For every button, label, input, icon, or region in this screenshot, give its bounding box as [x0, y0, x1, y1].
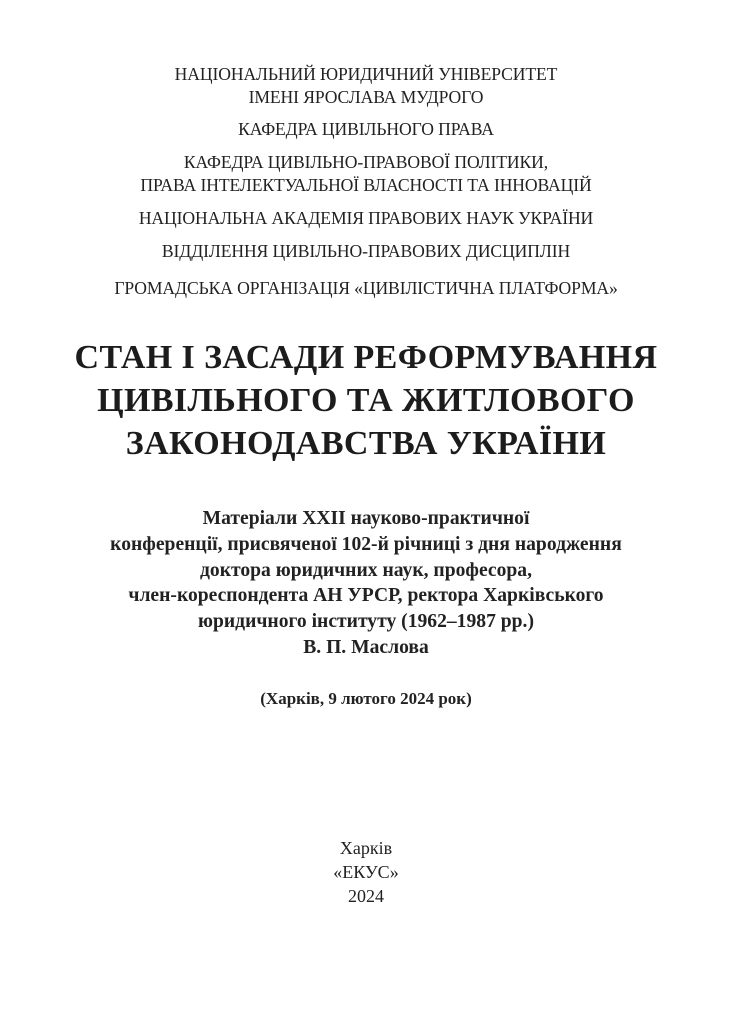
org-academy: НАЦІОНАЛЬНА АКАДЕМІЯ ПРАВОВИХ НАУК УКРАЇНИ	[138, 208, 594, 228]
title-line-3: ЗАКОНОДАВСТВА УКРАЇНИ	[125, 425, 607, 462]
subtitle-author: В. П. Маслова	[303, 637, 429, 658]
imprint-city: Харків	[339, 838, 393, 858]
org-university-line-1: НАЦІОНАЛЬНИЙ ЮРИДИЧНИЙ УНІВЕРСИТЕТ	[174, 64, 558, 84]
subtitle-line-2: конференції, присвяченої 102-й річниці з дня народження	[110, 534, 622, 555]
subtitle-line-4: член-кореспондента АН УРСР, ректора Харківського	[128, 585, 604, 606]
title-line-2: ЦИВІЛЬНОГО ТА ЖИТЛОВОГО	[97, 382, 635, 419]
subtitle-line-1: Матеріали XXII науково-практичної	[202, 508, 530, 529]
org-civil-policy-department-line-2: ПРАВА ІНТЕЛЕКТУАЛЬНОЇ ВЛАСНОСТІ ТА ІННОВАЦІЙ	[140, 175, 592, 195]
org-civil-law-department: КАФЕДРА ЦИВІЛЬНОГО ПРАВА	[238, 119, 494, 139]
org-civil-policy-department-line-1: КАФЕДРА ЦИВІЛЬНО-ПРАВОВОЇ ПОЛІТИКИ,	[183, 152, 549, 172]
subtitle-line-3: доктора юридичних наук, професора,	[200, 560, 532, 581]
title-line-1: СТАН І ЗАСАДИ РЕФОРМУВАННЯ	[74, 339, 658, 376]
org-civil-platform: ГРОМАДСЬКА ОРГАНІЗАЦІЯ «ЦИВІЛІСТИЧНА ПЛАТФОРМА»	[114, 278, 618, 298]
org-university-line-2: ІМЕНІ ЯРОСЛАВА МУДРОГО	[248, 87, 484, 107]
imprint-year: 2024	[348, 886, 384, 906]
org-civil-disciplines-division: ВІДДІЛЕННЯ ЦИВІЛЬНО-ПРАВОВИХ ДИСЦИПЛІН	[161, 241, 571, 261]
imprint-publisher: «ЕКУС»	[333, 862, 399, 882]
subtitle-line-5: юридичного інституту (1962–1987 рр.)	[198, 611, 534, 632]
event-place-date: (Харків, 9 лютого 2024 рок)	[260, 689, 472, 708]
